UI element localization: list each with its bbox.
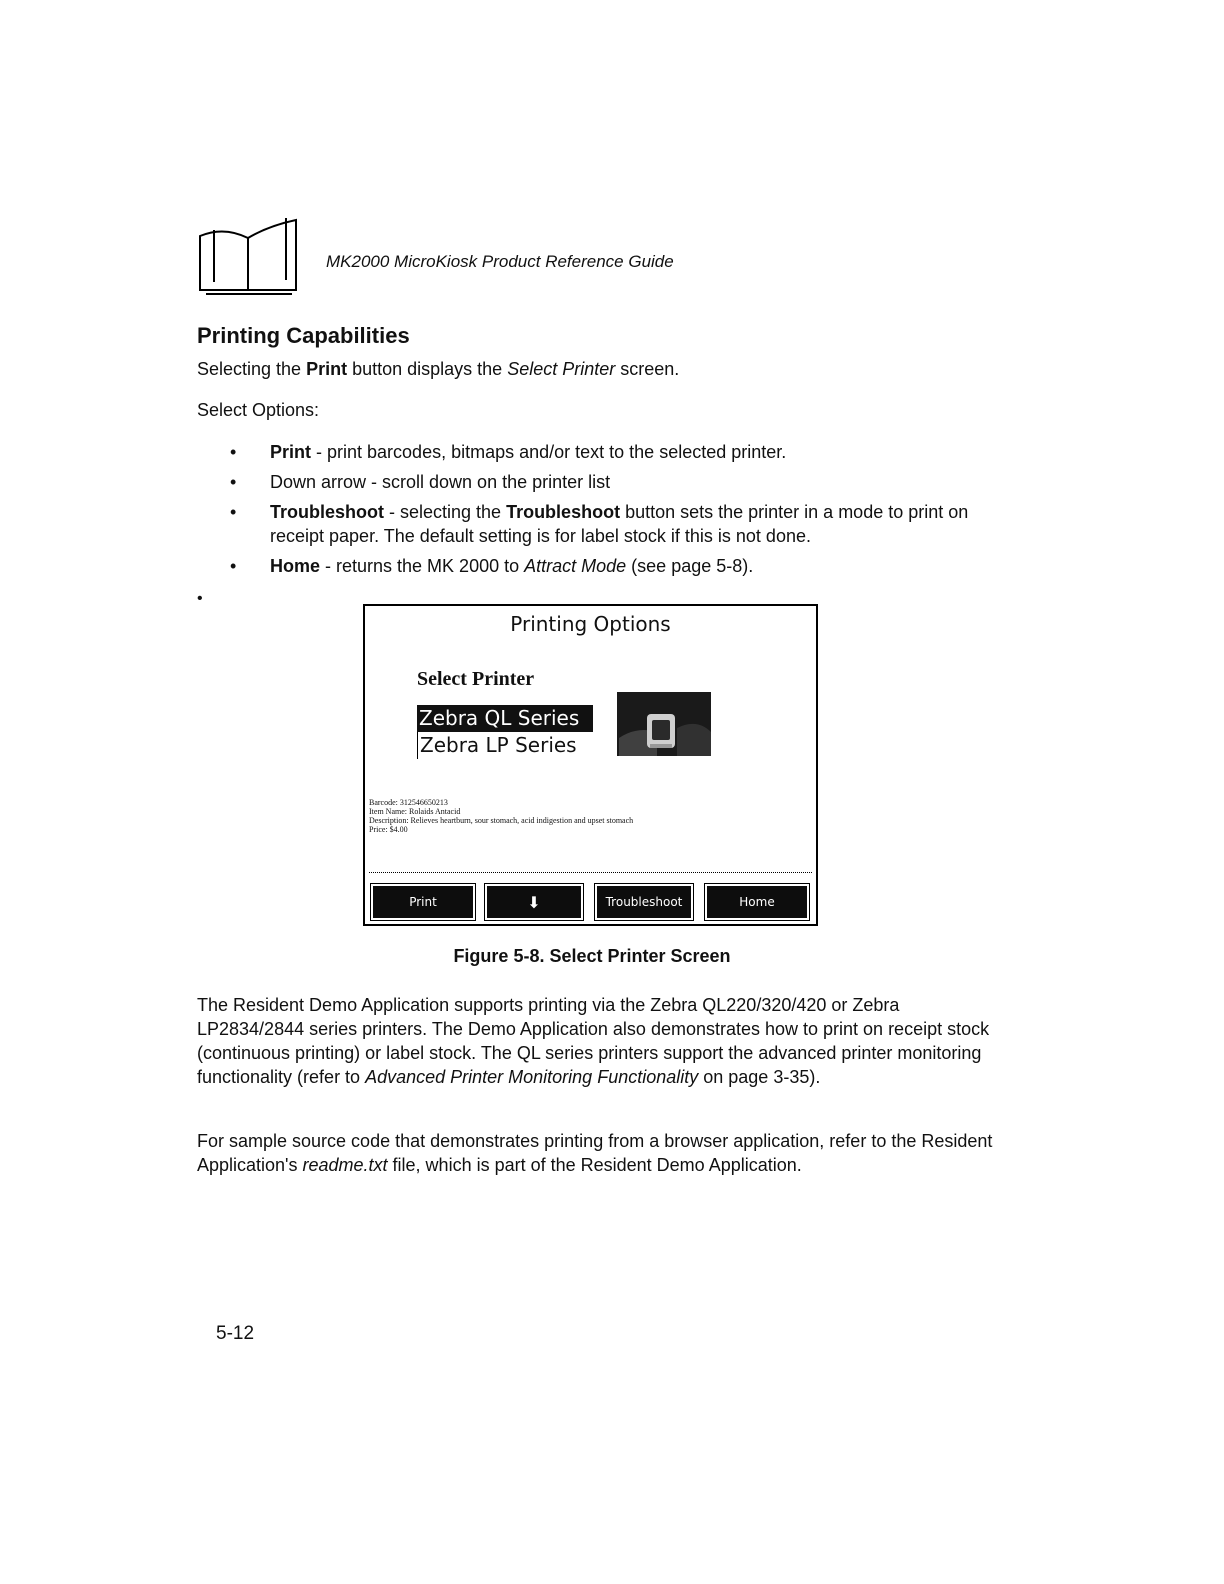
screen-title: Printing Options xyxy=(510,612,671,636)
printer-option-ql[interactable]: Zebra QL Series xyxy=(417,705,593,732)
product-info: Barcode: 312546650213 Item Name: Rolaids Antacid Description: Relieves heartburn, sour stomach, acid indigestion and upset stomach Price: $4.00 xyxy=(369,798,634,834)
section-title: Printing Capabilities xyxy=(197,323,410,348)
page-number: 5-12 xyxy=(216,1323,255,1344)
options-list xyxy=(228,440,998,584)
printer-photo xyxy=(617,688,711,756)
stray-bullet: • xyxy=(197,590,203,607)
down-arrow-button[interactable]: ⬇ xyxy=(485,884,583,920)
header-title: MK2000 MicroKiosk Product Reference Guide xyxy=(326,252,674,271)
troubleshoot-button[interactable]: Troubleshoot xyxy=(595,884,693,920)
print-button[interactable]: Print xyxy=(371,884,475,920)
divider xyxy=(369,872,812,873)
screen-subtitle: Select Printer xyxy=(417,668,535,690)
body-paragraph-1: The Resident Demo Application supports printing via the Zebra QL220/320/420 or Zebra LP2834/2844 series printers. The Demo Application also demonstrates how to print on receipt stock (continuous printing) or label stock. The QL series printers support the advanced printer monitoring functionality (refer to Advanced Printer Monitoring Functionality on page 3-35). xyxy=(197,995,990,1087)
list-item: • Home - returns the MK 2000 to Attract Mode (see page 5-8). xyxy=(230,556,754,576)
printer-option-lp[interactable]: Zebra LP Series xyxy=(417,732,593,759)
printer-list[interactable] xyxy=(417,705,593,759)
home-button[interactable]: Home xyxy=(705,884,809,920)
body-paragraph-2: For sample source code that demonstrates printing from a browser application, refer to the Resident Application's readme.txt file, which is part of the Resident Demo Application. xyxy=(197,1131,993,1175)
button-bar xyxy=(369,876,812,920)
list-item: • Down arrow - scroll down on the printer list xyxy=(230,472,611,492)
figure-caption: Figure 5-8. Select Printer Screen xyxy=(453,946,731,966)
intro-paragraph: Selecting the Print button displays the Select Printer screen. xyxy=(197,359,680,379)
list-item: • Print - print barcodes, bitmaps and/or text to the selected printer. xyxy=(230,442,787,462)
select-printer-screen xyxy=(363,604,818,926)
book-icon xyxy=(196,216,300,296)
list-item: • Troubleshoot - selecting the Troubleshoot button sets the printer in a mode to print on receipt paper. The default setting is for label stock if this is not done. xyxy=(230,502,969,546)
options-label: Select Options: xyxy=(197,400,320,420)
